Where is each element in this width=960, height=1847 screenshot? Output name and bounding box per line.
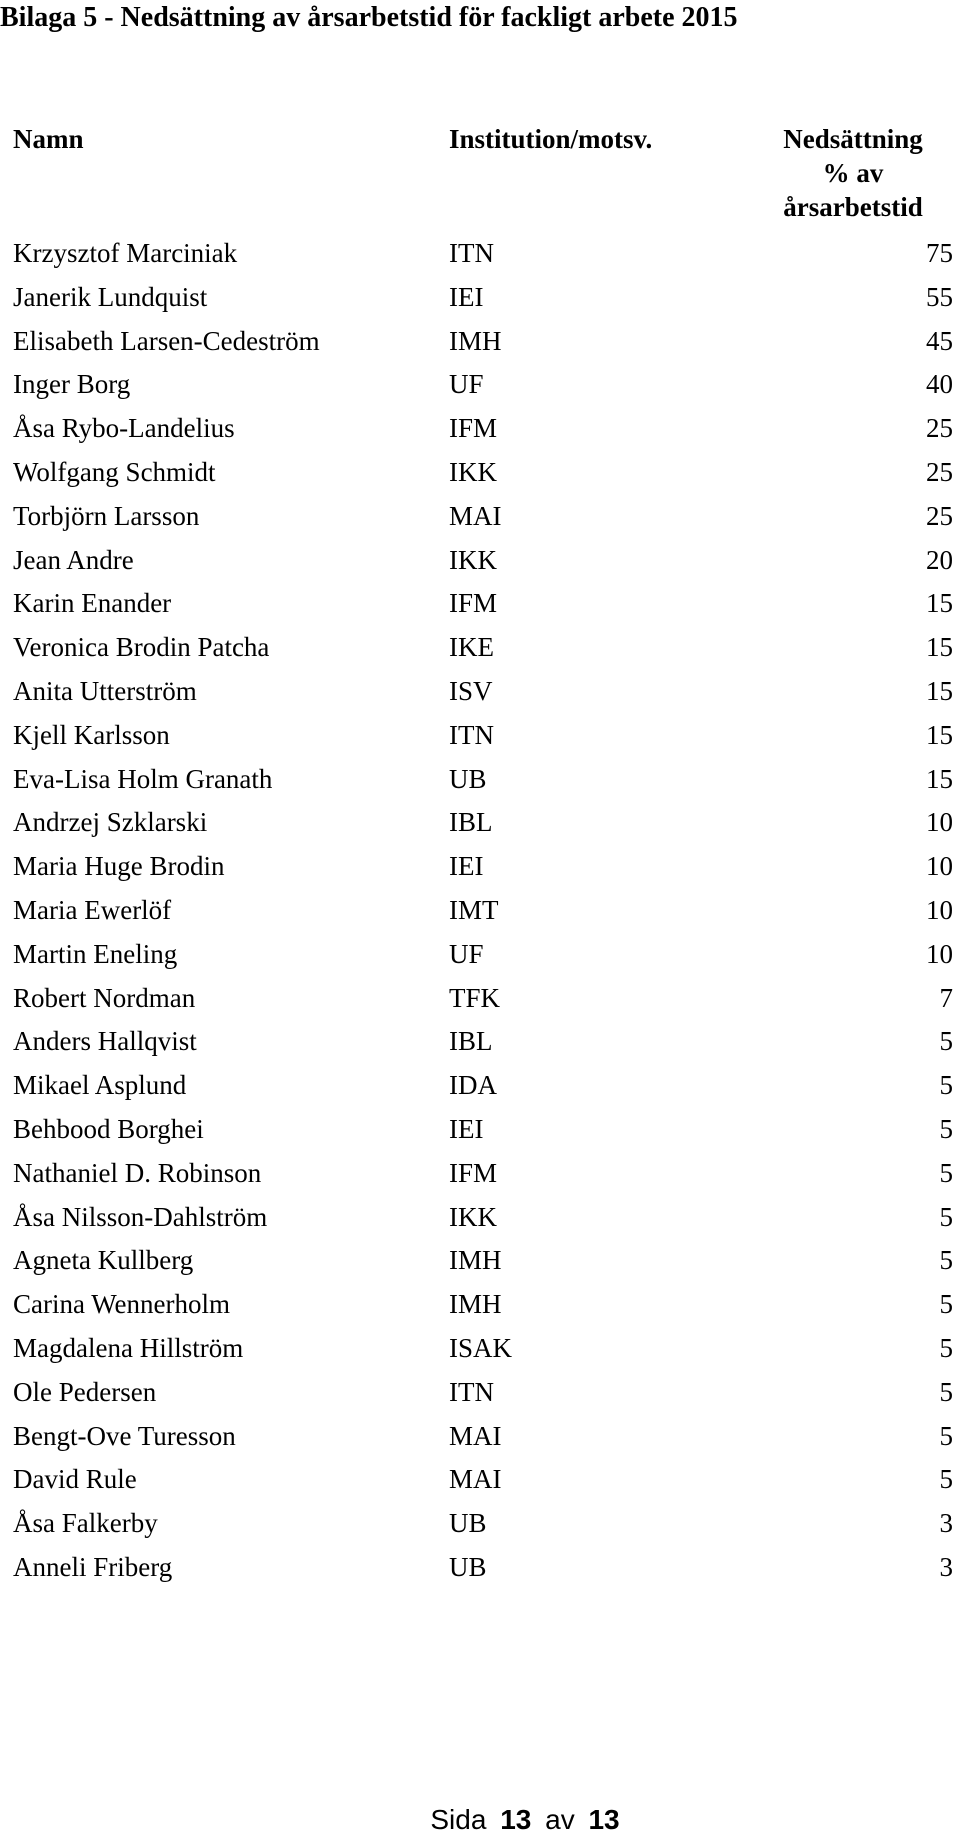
table-row bbox=[13, 363, 953, 407]
cell-reduction: 15 bbox=[926, 763, 953, 794]
cell-name: Behbood Borghei bbox=[13, 1113, 204, 1144]
cell-reduction: 75 bbox=[926, 238, 953, 268]
cell-reduction: 15 bbox=[926, 675, 953, 706]
cell-name: Torbjörn Larsson bbox=[13, 500, 200, 531]
cell-institution: MAI bbox=[449, 500, 502, 531]
cell-reduction: 10 bbox=[926, 894, 953, 925]
table-row bbox=[13, 1458, 953, 1502]
cell-name: Karin Enander bbox=[13, 588, 172, 619]
table-row bbox=[13, 977, 953, 1021]
cell-name: David Rule bbox=[13, 1464, 137, 1495]
cell-name: Eva-Lisa Holm Granath bbox=[13, 763, 273, 794]
cell-name: Andrzej Szklarski bbox=[13, 807, 208, 838]
cell-name: Anneli Friberg bbox=[13, 1551, 173, 1582]
cell-reduction: 5 bbox=[939, 1420, 953, 1451]
cell-institution: MAI bbox=[449, 1464, 502, 1495]
cell-institution: IFM bbox=[449, 413, 498, 444]
cell-name: Inger Borg bbox=[13, 369, 131, 400]
table-row bbox=[13, 1327, 953, 1371]
cell-institution: IMH bbox=[449, 325, 502, 356]
cell-institution: IMT bbox=[449, 894, 499, 925]
cell-name: Carina Wennerholm bbox=[13, 1289, 231, 1320]
cell-reduction: 10 bbox=[926, 807, 953, 838]
table-row bbox=[13, 495, 953, 539]
cell-reduction: 25 bbox=[926, 500, 953, 531]
cell-name: Mikael Asplund bbox=[13, 1070, 187, 1101]
cell-institution: ITN bbox=[449, 719, 494, 750]
table-row bbox=[13, 1546, 953, 1590]
cell-name: Martin Eneling bbox=[13, 938, 178, 969]
table-row bbox=[13, 1108, 953, 1152]
cell-name: Jean Andre bbox=[13, 544, 134, 575]
cell-institution: IBL bbox=[449, 1026, 493, 1057]
table-row bbox=[13, 758, 953, 802]
table-row bbox=[13, 1020, 953, 1064]
cell-institution: IEI bbox=[449, 851, 484, 882]
cell-name: Ole Pedersen bbox=[13, 1376, 157, 1407]
cell-reduction: 5 bbox=[939, 1026, 953, 1057]
cell-reduction: 5 bbox=[939, 1201, 953, 1232]
cell-name: Åsa Falkerby bbox=[13, 1508, 158, 1539]
table-row bbox=[13, 1152, 953, 1196]
cell-institution: UF bbox=[449, 938, 484, 969]
cell-reduction: 25 bbox=[926, 456, 953, 487]
cell-name: Krzysztof Marciniak bbox=[13, 238, 238, 268]
cell-institution: UB bbox=[449, 1508, 487, 1539]
header-reduction: Nedsättning % av årsarbetstid bbox=[783, 124, 923, 222]
page-title: Bilaga 5 - Nedsättning av årsarbetstid för fackligt arbete 2015 bbox=[0, 2, 738, 33]
cell-reduction: 15 bbox=[926, 588, 953, 619]
table-body bbox=[13, 232, 953, 1590]
cell-institution: ISV bbox=[449, 675, 493, 706]
cell-name: Åsa Nilsson-Dahlström bbox=[13, 1201, 268, 1232]
cell-reduction: 5 bbox=[939, 1245, 953, 1276]
table-row bbox=[13, 320, 953, 364]
cell-institution: MAI bbox=[449, 1420, 502, 1451]
header-institution: Institution/motsv. bbox=[449, 124, 653, 154]
cell-institution: ITN bbox=[449, 1376, 494, 1407]
cell-reduction: 20 bbox=[926, 544, 953, 575]
table-row bbox=[13, 801, 953, 845]
cell-institution: UB bbox=[449, 1551, 487, 1582]
reduction-table bbox=[13, 122, 953, 1590]
table-row bbox=[13, 626, 953, 670]
cell-reduction: 5 bbox=[939, 1332, 953, 1363]
cell-institution: UB bbox=[449, 763, 487, 794]
table-row bbox=[13, 1502, 953, 1546]
cell-reduction: 15 bbox=[926, 719, 953, 750]
cell-name: Anders Hallqvist bbox=[13, 1026, 197, 1057]
cell-institution: UF bbox=[449, 369, 484, 400]
cell-name: Maria Huge Brodin bbox=[13, 851, 225, 882]
cell-name: Wolfgang Schmidt bbox=[13, 456, 216, 487]
cell-institution: ITN bbox=[449, 238, 494, 268]
cell-reduction: 5 bbox=[939, 1157, 953, 1188]
table-row bbox=[13, 582, 953, 626]
cell-institution: ISAK bbox=[449, 1332, 513, 1363]
table-row bbox=[13, 889, 953, 933]
cell-reduction: 25 bbox=[926, 413, 953, 444]
cell-institution: IKK bbox=[449, 1201, 497, 1232]
page-footer bbox=[0, 1802, 960, 1838]
cell-reduction: 5 bbox=[939, 1070, 953, 1101]
cell-reduction: 3 bbox=[939, 1551, 953, 1582]
cell-name: Agneta Kullberg bbox=[13, 1245, 194, 1276]
cell-institution: IEI bbox=[449, 281, 484, 312]
cell-name: Bengt-Ove Turesson bbox=[13, 1420, 236, 1451]
cell-institution: IKK bbox=[449, 456, 497, 487]
cell-institution: IKE bbox=[449, 632, 494, 663]
cell-institution: IFM bbox=[449, 588, 498, 619]
table-header-row bbox=[13, 122, 953, 232]
cell-name: Janerik Lundquist bbox=[13, 281, 208, 312]
header-name: Namn bbox=[13, 124, 84, 154]
cell-reduction: 15 bbox=[926, 632, 953, 663]
cell-reduction: 55 bbox=[926, 281, 953, 312]
cell-reduction: 5 bbox=[939, 1464, 953, 1495]
cell-name: Magdalena Hillström bbox=[13, 1332, 244, 1363]
cell-name: Åsa Rybo-Landelius bbox=[13, 413, 235, 444]
table-row bbox=[13, 1196, 953, 1240]
cell-reduction: 5 bbox=[939, 1113, 953, 1144]
cell-name: Veronica Brodin Patcha bbox=[13, 632, 270, 663]
table-row bbox=[13, 232, 953, 276]
table-row bbox=[13, 1064, 953, 1108]
cell-reduction: 5 bbox=[939, 1376, 953, 1407]
cell-reduction: 10 bbox=[926, 938, 953, 969]
cell-reduction: 10 bbox=[926, 851, 953, 882]
cell-institution: IMH bbox=[449, 1289, 502, 1320]
cell-reduction: 5 bbox=[939, 1289, 953, 1320]
cell-reduction: 3 bbox=[939, 1508, 953, 1539]
table-row bbox=[13, 670, 953, 714]
table-row bbox=[13, 451, 953, 495]
cell-institution: IEI bbox=[449, 1113, 484, 1144]
cell-reduction: 45 bbox=[926, 325, 953, 356]
cell-name: Maria Ewerlöf bbox=[13, 894, 172, 925]
footer-sida-label: Sida bbox=[430, 1804, 487, 1835]
footer-current-page: 13 bbox=[500, 1804, 532, 1835]
footer-av-label: av bbox=[545, 1804, 575, 1835]
cell-institution: IMH bbox=[449, 1245, 502, 1276]
cell-institution: IBL bbox=[449, 807, 493, 838]
cell-name: Robert Nordman bbox=[13, 982, 196, 1013]
table-row bbox=[13, 1239, 953, 1283]
cell-name: Kjell Karlsson bbox=[13, 719, 170, 750]
table-row bbox=[13, 407, 953, 451]
table-row bbox=[13, 1283, 953, 1327]
table-row bbox=[13, 1371, 953, 1415]
cell-reduction: 7 bbox=[939, 982, 953, 1013]
table-row bbox=[13, 845, 953, 889]
cell-name: Anita Utterström bbox=[13, 675, 197, 706]
table-row bbox=[13, 933, 953, 977]
table-row bbox=[13, 539, 953, 583]
cell-institution: IDA bbox=[449, 1070, 497, 1101]
cell-institution: IFM bbox=[449, 1157, 498, 1188]
cell-institution: IKK bbox=[449, 544, 497, 575]
footer-total-pages: 13 bbox=[588, 1804, 620, 1835]
table-row bbox=[13, 1415, 953, 1459]
cell-name: Nathaniel D. Robinson bbox=[13, 1157, 262, 1188]
table-row bbox=[13, 714, 953, 758]
cell-reduction: 40 bbox=[926, 369, 953, 400]
cell-name: Elisabeth Larsen-Cedeström bbox=[13, 325, 320, 356]
table-row bbox=[13, 276, 953, 320]
cell-institution: TFK bbox=[449, 982, 501, 1013]
